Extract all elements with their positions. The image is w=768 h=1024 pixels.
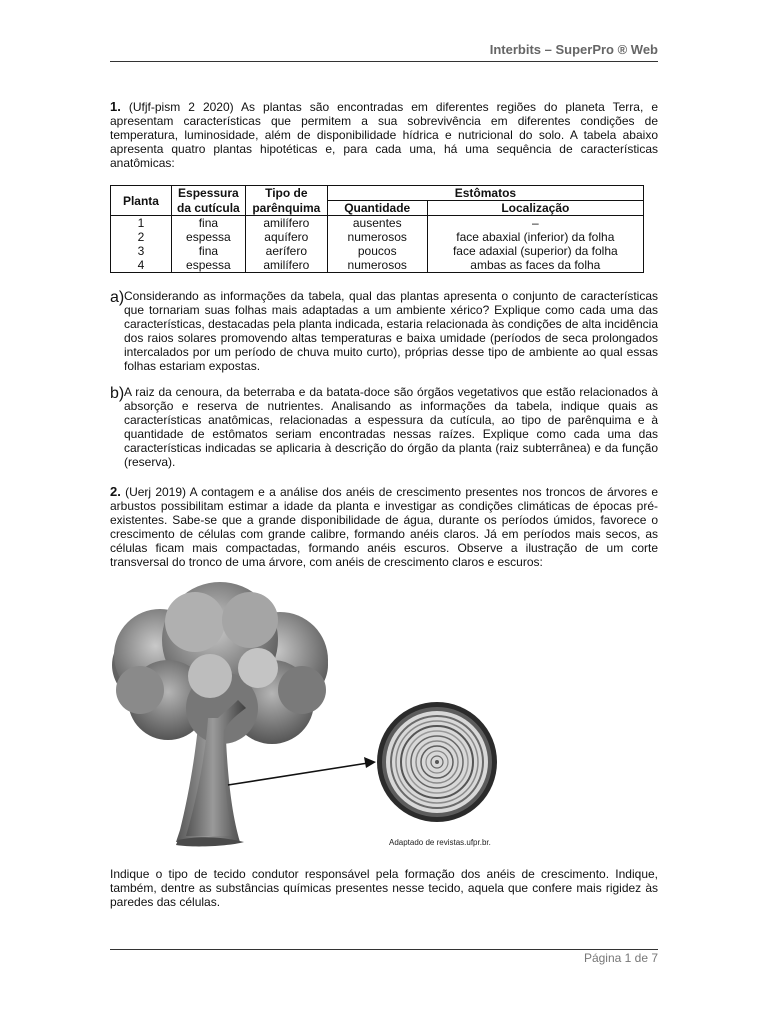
col-tipo-2: parênquima bbox=[245, 201, 327, 216]
table-cell: 4 bbox=[111, 258, 172, 273]
table-cell: poucos bbox=[327, 244, 427, 258]
table-cell: espessa bbox=[171, 230, 245, 244]
pointer-arrow bbox=[228, 757, 376, 785]
item-b-label: b) bbox=[110, 385, 125, 402]
image-credit: Adaptado de revistas.ufpr.br. bbox=[389, 838, 491, 847]
col-tipo-1: Tipo de bbox=[245, 186, 327, 201]
table-cell: face abaxial (inferior) da folha bbox=[427, 230, 643, 244]
table-cell: 3 bbox=[111, 244, 172, 258]
table-cell: aquífero bbox=[245, 230, 327, 244]
question-2-number: 2. bbox=[110, 484, 121, 499]
table-cell: fina bbox=[171, 216, 245, 231]
table-cell: amilífero bbox=[245, 258, 327, 273]
col-quantidade: Quantidade bbox=[327, 201, 427, 216]
col-espessura-2: da cutícula bbox=[171, 201, 245, 216]
question-2-text: (Uerj 2019) A contagem e a análise dos anéis de crescimento presentes nos troncos de árvores e arbustos possibilitam estimar a idade da planta e investigar as condições climáticas de épocas pré-existentes. Sabe-se que a grande disponibilidade de água, durante os períodos úmidos, favorece o crescimento de células com grande calibre, formando anéis claros. Já em períodos mais secos, as células ficam mais compactadas, formando anéis escuros. Observe a ilustração de um corte transversal do tronco de uma árvore, com anéis de crescimento claros e escuros: bbox=[110, 485, 658, 569]
table-cell: amilífero bbox=[245, 216, 327, 231]
item-b-text: A raiz da cenoura, da beterraba e da batata-doce são órgãos vegetativos que estão relacionados à absorção e reserva de nutrientes. Analisando as informações da tabela, indique quais as características anatômicas, relacionadas a espessura da cutícula, ao tipo de parênquima e à quantidade de estômatos seriam encontradas nessas raízes. Explique como cada uma das características indicadas se aplicaria à descrição do órgão da planta (raiz subterrânea) e da função (reserva). bbox=[124, 385, 658, 469]
table-cell: 1 bbox=[111, 216, 172, 231]
table-cell: – bbox=[427, 216, 643, 231]
page-number: Página 1 de 7 bbox=[583, 951, 658, 965]
tree-drawing bbox=[112, 582, 328, 846]
table-cell: numerosos bbox=[327, 230, 427, 244]
table-cell: ausentes bbox=[327, 216, 427, 231]
table-cell: 2 bbox=[111, 230, 172, 244]
col-espessura-1: Espessura bbox=[171, 186, 245, 201]
question-2-prompt bbox=[110, 867, 658, 909]
col-planta: Planta bbox=[111, 186, 172, 216]
question-2-prompt-text: Indique o tipo de tecido condutor responsável pela formação dos anéis de crescimento. Indique, também, dentre as substâncias químicas presentes nesse tecido, aquela que confere mais rigidez às paredes das células. bbox=[110, 867, 658, 909]
question-1-text: (Ufjf-pism 2 2020) As plantas são encontradas em diferentes regiões do planeta Terra, e apresentam características que permitem a sua sobrevivência em diferentes condições de temperatura, luminosidade, além de disponibilidade hídrica e nutricional do solo. A tabela abaixo apresenta quatro plantas hipotéticas e, para cada uma, há uma sequência de características anatômicas: bbox=[110, 100, 658, 170]
header-title: Interbits – SuperPro ® Web bbox=[489, 42, 658, 57]
col-estomatos: Estômatos bbox=[327, 186, 643, 201]
table-cell: face adaxial (superior) da folha bbox=[427, 244, 643, 258]
table-cell: ambas as faces da folha bbox=[427, 258, 643, 273]
item-a-label: a) bbox=[110, 289, 125, 306]
table-cell: numerosos bbox=[327, 258, 427, 273]
trunk-cross-section bbox=[377, 702, 497, 822]
question-1-number: 1. bbox=[110, 99, 121, 114]
item-a-text: Considerando as informações da tabela, qual das plantas apresenta o conjunto de características que tornariam suas folhas mais adaptadas a um ambiente xérico? Explique como cada uma das características, destacadas pela planta indicada, estaria relacionada às condições de alta incidência dos raios solares promovendo altas temperaturas e baixa umidade (períodos de seca prolongados intercalados por um período de chuva muito curto), próprias desse tipo de ambiente ao qual essas folhas estariam expostas. bbox=[124, 289, 658, 373]
col-localizacao: Localização bbox=[427, 201, 643, 216]
table-cell: aerífero bbox=[245, 244, 327, 258]
table-cell: fina bbox=[171, 244, 245, 258]
footer-rule bbox=[110, 949, 658, 950]
table-cell: espessa bbox=[171, 258, 245, 273]
